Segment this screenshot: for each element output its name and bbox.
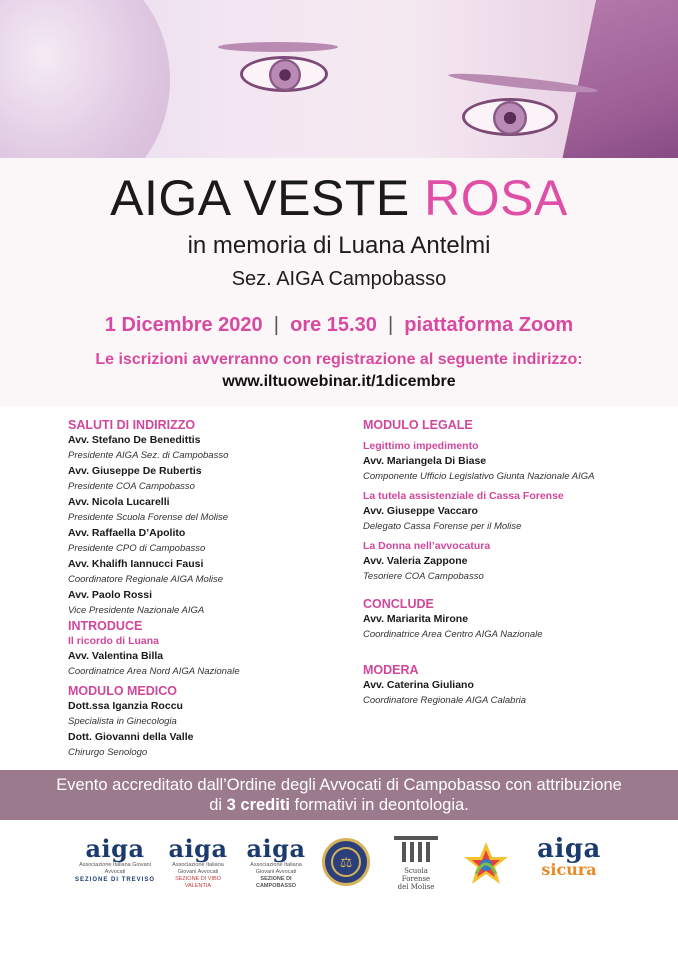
left-eye <box>240 56 328 92</box>
speaker-role: Presidente CPO di Campobasso <box>68 543 206 554</box>
event-subtitle: in memoria di Luana Antelmi <box>187 232 491 259</box>
title-main: AIGA VESTE <box>110 170 410 226</box>
hero-image <box>0 0 678 158</box>
sponsor-logos <box>0 836 678 896</box>
speaker-name: Dott.ssa Iganzia Roccu <box>68 700 183 712</box>
event-dateline <box>0 314 678 337</box>
title-accent: ROSA <box>424 170 568 226</box>
speaker-name: Dott. Giovanni della Valle <box>68 731 194 743</box>
speaker-role: Chirurgo Senologo <box>68 747 148 758</box>
speaker-role: Tesoriere COA Campobasso <box>363 571 484 582</box>
event-platform: piattaforma Zoom <box>404 314 574 336</box>
logo-caption: Associazione Italiana Giovani Avvocati <box>79 862 151 875</box>
scuola-name: Scuola Forense <box>401 867 431 883</box>
medico-heading: MODULO MEDICO <box>68 684 178 698</box>
speaker-name: Avv. Nicola Lucarelli <box>68 496 170 508</box>
logo-caption: Associazione Italiana Giovani Avvocati <box>250 862 302 875</box>
accreditation-line2 <box>0 795 678 815</box>
program-left-column <box>68 418 348 761</box>
speaker-role: Coordinatrice Area Centro AIGA Nazionale <box>363 629 543 640</box>
introduce-heading: INTRODUCE <box>68 619 143 633</box>
seal-text <box>338 862 354 863</box>
introduce-topic: Il ricordo di Luana <box>68 635 160 647</box>
section-name: Sez. AIGA Campobasso <box>231 268 447 290</box>
aiga-wordmark: aiga <box>168 834 228 863</box>
accreditation-credits: 3 crediti <box>226 796 290 814</box>
speaker-role: Coordinatore Regionale AIGA Molise <box>68 574 224 585</box>
speaker-role: Vice Presidente Nazionale AIGA <box>68 605 205 616</box>
hair-shape-right <box>554 0 678 158</box>
registration-text: Le iscrizioni avverranno con registrazione al seguente indirizzo: <box>95 351 583 368</box>
aiga-campobasso-logo <box>244 836 308 890</box>
event-date: 1 Dicembre 2020 <box>104 314 263 336</box>
event-time: ore 15.30 <box>290 314 377 336</box>
logo-section: SEZIONE DI CAMPOBASSO <box>255 876 297 889</box>
right-eye <box>462 98 558 136</box>
right-eyebrow <box>448 70 598 96</box>
speaker-role: Delegato Cassa Forense per il Molise <box>363 521 522 532</box>
accreditation-pre: di <box>209 796 223 814</box>
speaker-name: Avv. Raffaella D’Apolito <box>68 527 186 539</box>
speaker-name: Avv. Valentina Billa <box>68 650 164 662</box>
speaker-name: Avv. Caterina Giuliano <box>363 679 474 691</box>
speaker-role: Presidente COA Campobasso <box>68 481 195 492</box>
talk-topic: La Donna nell’avvocatura <box>363 540 491 552</box>
accreditation-line1: Evento accreditato dall’Ordine degli Avvocati di Campobasso con attribuzione <box>56 776 622 794</box>
scuola-forense-logo <box>390 836 442 891</box>
separator: | <box>382 314 399 336</box>
speaker-name: Avv. Mariarita Mirone <box>363 613 469 625</box>
registration-url[interactable]: www.iltuowebinar.it/1dicembre <box>222 373 456 390</box>
speaker-name: Avv. Paolo Rossi <box>68 589 153 601</box>
scuola-region: del Molise <box>397 883 435 891</box>
speaker-role: Coordinatrice Area Nord AIGA Nazionale <box>68 666 240 677</box>
accreditation-post: formativi in deontologia. <box>294 796 469 814</box>
conclude-heading: CONCLUDE <box>363 597 434 611</box>
talk-topic: Legittimo impedimento <box>363 440 479 452</box>
speaker-role: Componente Ufficio Legislativo Giunta Nazionale AIGA <box>363 471 595 482</box>
speaker-name: Avv. Khalifh Iannucci Fausi <box>68 558 204 570</box>
aiga-wordmark: aiga <box>537 834 601 864</box>
speaker-name: Avv. Giuseppe De Rubertis <box>68 465 202 477</box>
separator: | <box>268 314 285 336</box>
speaker-name: Avv. Giuseppe Vaccaro <box>363 505 478 517</box>
aiga-wordmark: aiga <box>85 834 145 863</box>
speaker-role: Presidente Scuola Forense del Molise <box>68 512 229 523</box>
aiga-vibo-logo <box>166 836 230 890</box>
speaker-role: Specialista in Ginecologia <box>68 716 177 727</box>
program-right-column <box>363 418 663 709</box>
speaker-role: Coordinatore Regionale AIGA Calabria <box>363 695 526 706</box>
speaker-name: Avv. Valeria Zappone <box>363 555 468 567</box>
speaker-name: Avv. Stefano De Benedittis <box>68 434 201 446</box>
hair-shape <box>0 0 170 158</box>
aiga-sicura-logo <box>524 836 614 878</box>
modera-heading: MODERA <box>363 663 419 677</box>
sicura-wordmark: sicura <box>541 860 597 879</box>
left-eyebrow <box>218 42 338 52</box>
aiga-treviso-logo <box>70 836 160 884</box>
speaker-role: Presidente AIGA Sez. di Campobasso <box>68 450 229 461</box>
scales-icon: ⚖ <box>331 847 361 877</box>
legale-heading: MODULO LEGALE <box>363 418 473 432</box>
logo-section: SEZIONE DI VIBO VALENTIA <box>175 876 221 889</box>
columns-icon <box>394 836 438 862</box>
logo-caption: Associazione Italiana Giovani Avvocati <box>172 862 224 875</box>
accreditation-banner <box>0 770 678 820</box>
logo-section: SEZIONE DI TREVISO <box>74 877 155 883</box>
event-title <box>0 168 678 228</box>
ordine-avvocati-seal <box>322 838 370 886</box>
saluti-heading: SALUTI DI INDIRIZZO <box>68 418 196 432</box>
colorful-star-logo <box>462 840 510 888</box>
aiga-wordmark: aiga <box>246 834 306 863</box>
speaker-name: Avv. Mariangela Di Biase <box>363 455 487 467</box>
talk-topic: La tutela assistenziale di Cassa Forense <box>363 490 564 502</box>
